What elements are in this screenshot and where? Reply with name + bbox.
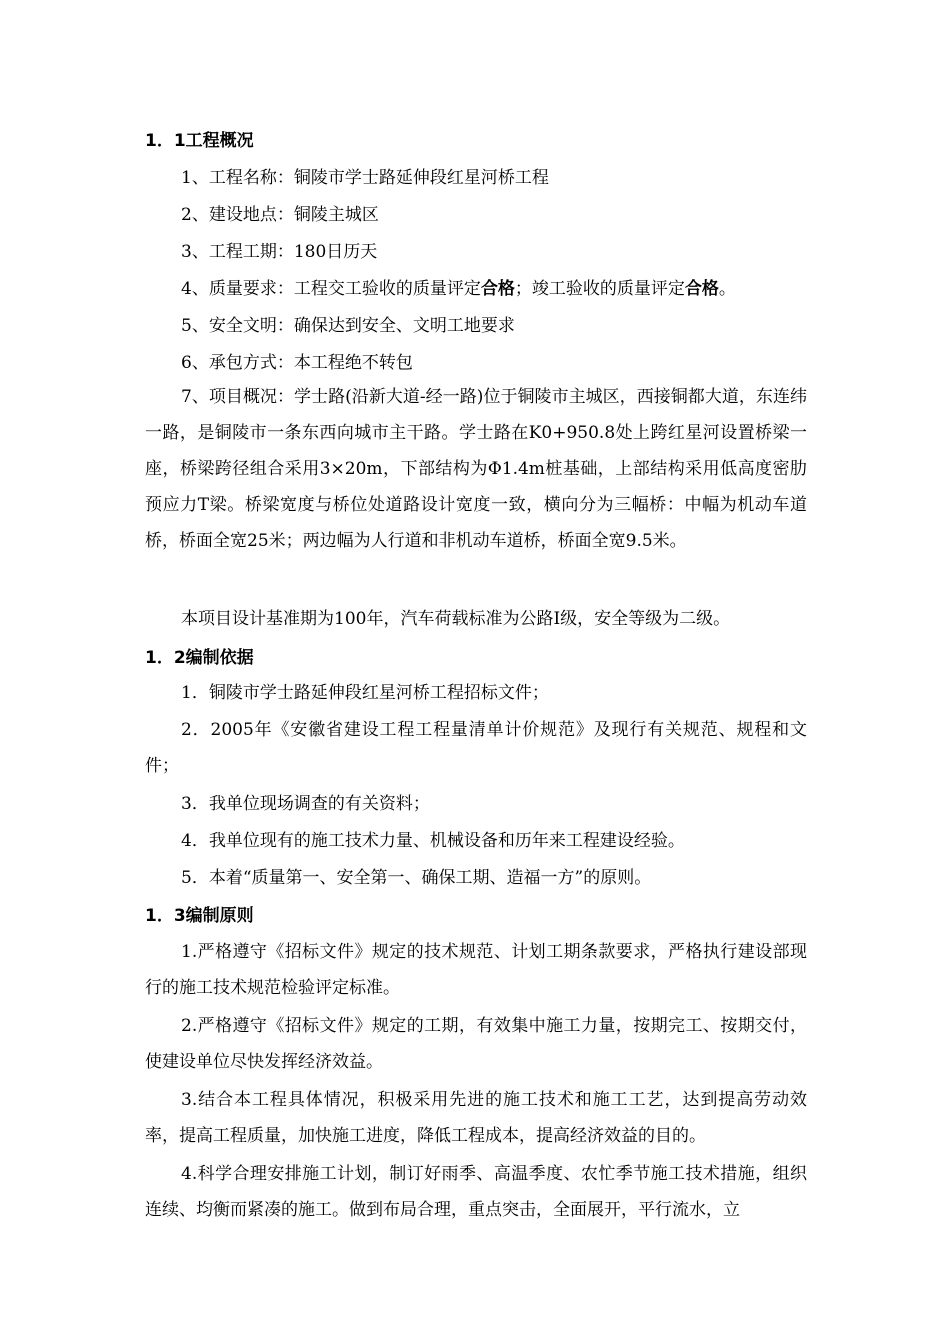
basis-item-5: 5．本着“质量第一、安全第一、确保工期、造福一方”的原则。 (181, 868, 652, 888)
item-project-name: 1、工程名称：铜陵市学士路延伸段红星河桥工程 (181, 168, 549, 188)
principle-item-2: 2.严格遵守《招标文件》规定的工期，有效集中施工力量，按期完工、按期交付，使建设单位尽快发挥经济效益。 (145, 1016, 807, 1072)
quality-prefix: 4、质量要求：工程交工验收的质量评定 (181, 279, 481, 299)
quality-middle: ；竣工验收的质量评定 (514, 279, 685, 299)
item-duration: 3、工程工期：180日历天 (181, 242, 378, 262)
principle-item-3: 3.结合本工程具体情况，积极采用先进的施工技术和施工工艺，达到提高劳动效率，提高工程质量，加快施工进度，降低工程成本，提高经济效益的目的。 (145, 1090, 807, 1146)
principle-item-1: 1.严格遵守《招标文件》规定的技术规范、计划工期条款要求，严格执行建设部现行的施工技术规范检验评定标准。 (145, 942, 807, 998)
basis-item-4: 4．我单位现有的施工技术力量、机械设备和历年来工程建设经验。 (181, 831, 685, 851)
item-contract: 6、承包方式：本工程绝不转包 (181, 353, 413, 373)
design-standard: 本项目设计基准期为100年，汽车荷载标准为公路Ⅰ级，安全等级为二级。 (181, 609, 731, 629)
section-heading-1-2: 1．2编制依据 (145, 648, 254, 668)
project-overview: 7、项目概况：学士路(沿新大道-经一路)位于铜陵市主城区，西接铜都大道，东连纬一路，是铜陵市一条东西向城市主干路。学士路在K0+950.8处上跨红星河设置桥梁一座，桥梁跨径组合采用3×20m，下部结构为Φ1.4m桩基础，上部结构采用低高度密肋预应力T梁。桥梁宽度与桥位处道路设计宽度一致，横向分为三幅桥：中幅为机动车道桥，桥面全宽25米；两边幅为人行道和非机动车道桥，桥面全宽9.5米。 (145, 387, 807, 551)
item-location: 2、建设地点：铜陵主城区 (181, 205, 379, 225)
basis-item-3: 3．我单位现场调查的有关资料； (181, 794, 430, 814)
quality-suffix: 。 (718, 279, 736, 299)
section-heading-1-3: 1．3编制原则 (145, 906, 254, 926)
quality-grade-handover: 合格 (480, 279, 515, 299)
quality-grade-completion: 合格 (684, 279, 719, 299)
basis-item-2: 2．2005年《安徽省建设工程工程量清单计价规范》及现行有关规范、规程和文件； (145, 720, 807, 776)
basis-item-1: 1．铜陵市学士路延伸段红星河桥工程招标文件； (181, 683, 549, 703)
item-quality (181, 278, 736, 300)
section-heading-1-1: 1．1工程概况 (145, 131, 254, 151)
item-safety: 5、安全文明：确保达到安全、文明工地要求 (181, 316, 515, 336)
principle-item-4: 4.科学合理安排施工计划，制订好雨季、高温季度、农忙季节施工技术措施，组织连续、均衡而紧凑的施工。做到布局合理，重点突击，全面展开，平行流水，立 (145, 1164, 807, 1220)
